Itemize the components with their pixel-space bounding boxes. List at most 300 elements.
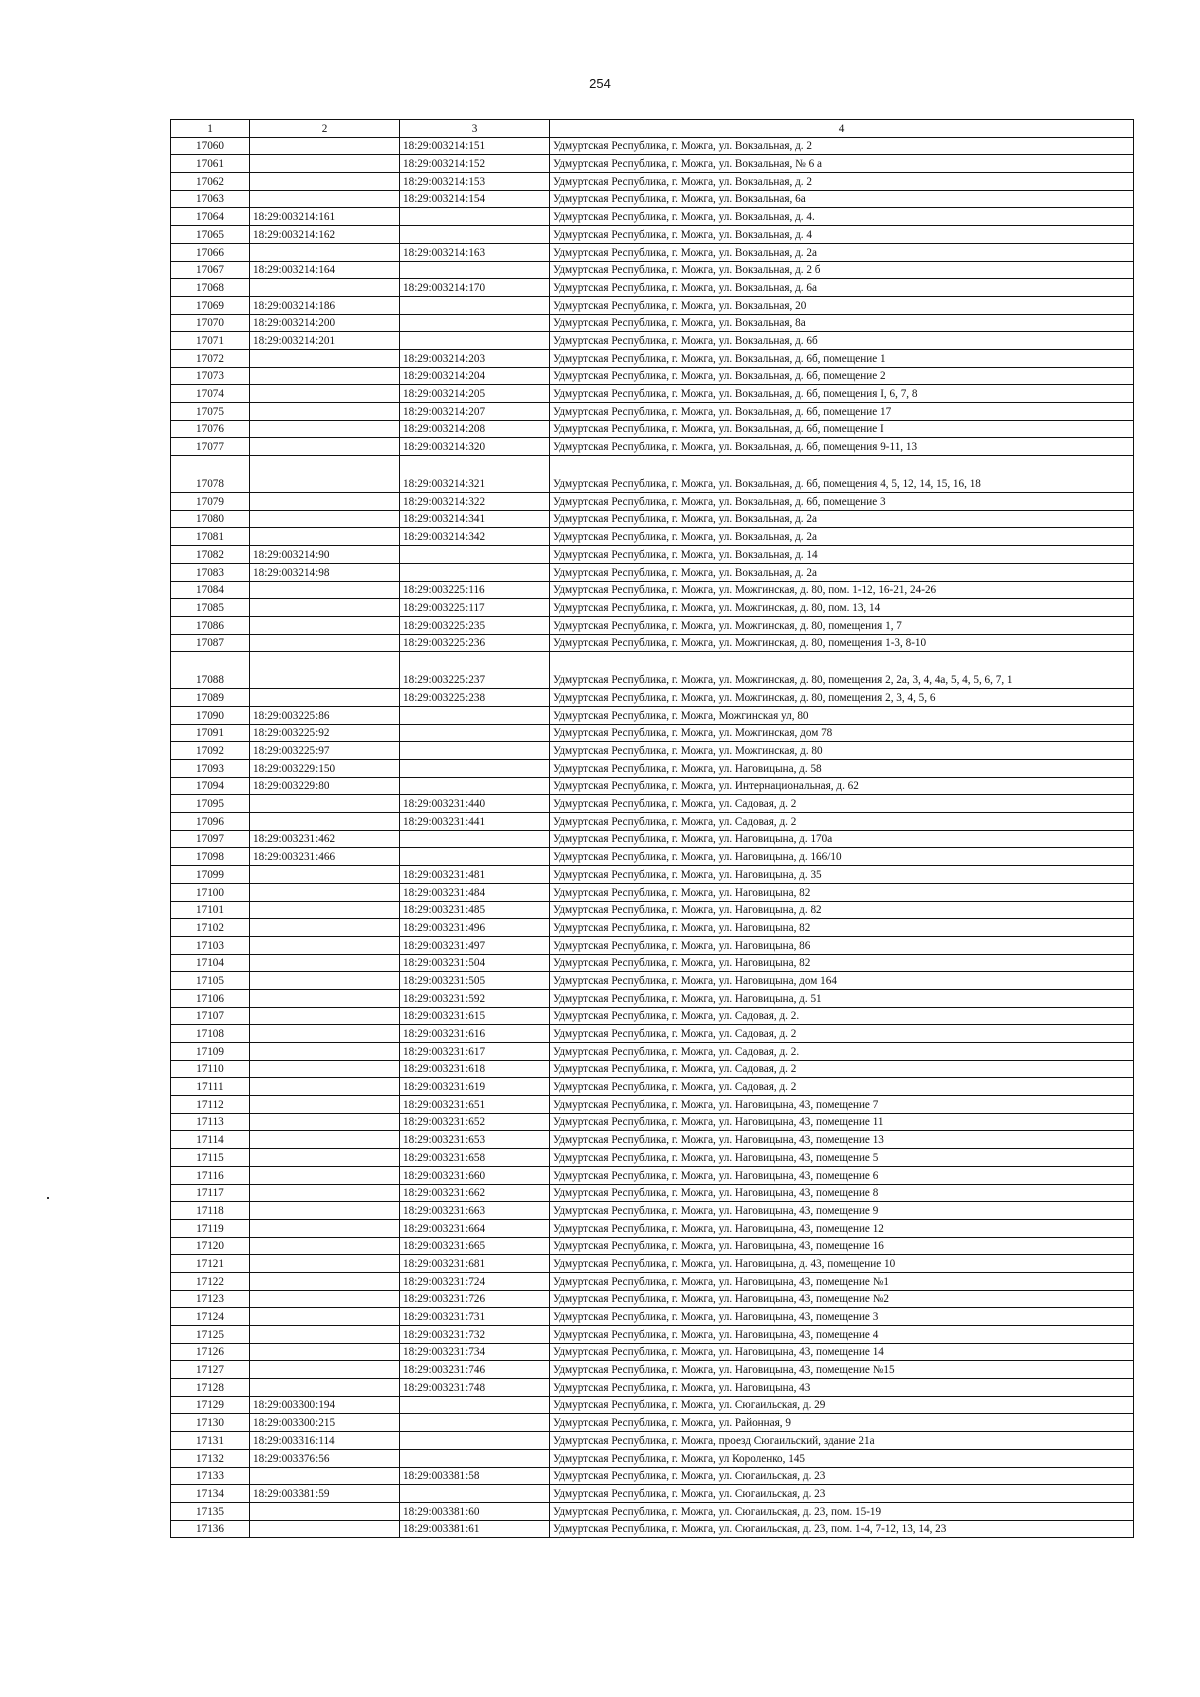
cadastral-number-col2-cell xyxy=(250,599,400,617)
cadastral-number-col2-cell: 18:29:003300:194 xyxy=(250,1396,400,1414)
row-number-cell: 17068 xyxy=(171,279,250,297)
address-cell: Удмуртская Республика, г. Можга, ул. Наговицына, 43, помещение №1 xyxy=(550,1272,1134,1290)
row-number-cell: 17077 xyxy=(171,438,250,456)
row-number-cell: 17129 xyxy=(171,1396,250,1414)
cadastral-number-col2-cell xyxy=(250,1219,400,1237)
cadastral-number-col3-cell xyxy=(400,742,550,760)
table-row xyxy=(171,1414,1134,1432)
address-cell: Удмуртская Республика, г. Можга, ул. Наговицына, д. 35 xyxy=(550,866,1134,884)
address-cell: Удмуртская Республика, г. Можга, ул. Вокзальная, 6а xyxy=(550,190,1134,208)
table-row xyxy=(171,456,1134,493)
row-number-cell: 17083 xyxy=(171,563,250,581)
address-cell: Удмуртская Республика, г. Можга, ул. Можгинская, д. 80, пом. 13, 14 xyxy=(550,599,1134,617)
address-cell: Удмуртская Республика, г. Можга, ул. Вокзальная, д. 6б, помещение 3 xyxy=(550,493,1134,511)
cadastral-number-col2-cell xyxy=(250,1467,400,1485)
address-cell: Удмуртская Республика, г. Можга, ул. Вокзальная, д. 6б, помещения 4, 5, 12, 14, 15, 16, 18 xyxy=(550,456,1134,493)
cadastral-number-col3-cell: 18:29:003231:734 xyxy=(400,1343,550,1361)
table-row xyxy=(171,954,1134,972)
cadastral-number-col2-cell xyxy=(250,1149,400,1167)
address-cell: Удмуртская Республика, г. Можга, ул. Сюгаильская, д. 23, пом. 1-4, 7-12, 13, 14, 23 xyxy=(550,1520,1134,1538)
cadastral-number-col2-cell xyxy=(250,528,400,546)
address-cell: Удмуртская Республика, г. Можга, ул. Садовая, д. 2 xyxy=(550,1025,1134,1043)
table-row xyxy=(171,689,1134,707)
cadastral-number-col3-cell xyxy=(400,332,550,350)
address-cell: Удмуртская Республика, г. Можга, ул. Районная, 9 xyxy=(550,1414,1134,1432)
cadastral-number-col3-cell: 18:29:003231:496 xyxy=(400,919,550,937)
cadastral-number-col3-cell: 18:29:003214:204 xyxy=(400,367,550,385)
row-number-cell: 17131 xyxy=(171,1432,250,1450)
table-row xyxy=(171,1219,1134,1237)
row-number-cell: 17117 xyxy=(171,1184,250,1202)
cadastral-number-col3-cell: 18:29:003231:617 xyxy=(400,1043,550,1061)
cadastral-number-col3-cell: 18:29:003231:658 xyxy=(400,1149,550,1167)
table-row xyxy=(171,848,1134,866)
table-row xyxy=(171,1502,1134,1520)
table-row xyxy=(171,261,1134,279)
row-number-cell: 17080 xyxy=(171,510,250,528)
cadastral-number-col3-cell xyxy=(400,261,550,279)
table-row xyxy=(171,1060,1134,1078)
cadastral-number-col3-cell: 18:29:003214:342 xyxy=(400,528,550,546)
row-number-cell: 17067 xyxy=(171,261,250,279)
cadastral-number-col3-cell: 18:29:003214:321 xyxy=(400,456,550,493)
table-row xyxy=(171,208,1134,226)
cadastral-number-col3-cell: 18:29:003231:724 xyxy=(400,1272,550,1290)
registry-table xyxy=(170,119,1134,1538)
cadastral-number-col2-cell xyxy=(250,1255,400,1273)
row-number-cell: 17084 xyxy=(171,581,250,599)
address-cell: Удмуртская Республика, г. Можга, ул. Вокзальная, д. 6б, помещение 1 xyxy=(550,349,1134,367)
cadastral-number-col3-cell: 18:29:003231:481 xyxy=(400,866,550,884)
table-row xyxy=(171,314,1134,332)
cadastral-number-col2-cell: 18:29:003225:86 xyxy=(250,706,400,724)
cadastral-number-col2-cell xyxy=(250,883,400,901)
cadastral-number-col3-cell xyxy=(400,1414,550,1432)
cadastral-number-col3-cell: 18:29:003231:441 xyxy=(400,813,550,831)
address-cell: Удмуртская Республика, г. Можга, ул. Садовая, д. 2. xyxy=(550,1043,1134,1061)
cadastral-number-col3-cell: 18:29:003214:207 xyxy=(400,403,550,421)
table-row xyxy=(171,919,1134,937)
cadastral-number-col2-cell xyxy=(250,456,400,493)
table-row xyxy=(171,155,1134,173)
row-number-cell: 17135 xyxy=(171,1502,250,1520)
cadastral-number-col2-cell xyxy=(250,1113,400,1131)
table-row xyxy=(171,1485,1134,1503)
column-header-1: 1 xyxy=(171,120,250,138)
cadastral-number-col2-cell xyxy=(250,866,400,884)
cadastral-number-col2-cell xyxy=(250,1096,400,1114)
address-cell: Удмуртская Республика, г. Можга, ул. Наговицына, 43, помещение №15 xyxy=(550,1361,1134,1379)
address-cell: Удмуртская Республика, г. Можга, ул. Наговицына, д. 166/10 xyxy=(550,848,1134,866)
table-row xyxy=(171,1184,1134,1202)
table-row xyxy=(171,866,1134,884)
table-row xyxy=(171,652,1134,689)
cadastral-number-col3-cell: 18:29:003231:592 xyxy=(400,989,550,1007)
address-cell: Удмуртская Республика, г. Можга, ул. Вокзальная, д. 6б, помещение 17 xyxy=(550,403,1134,421)
cadastral-number-col3-cell: 18:29:003231:731 xyxy=(400,1308,550,1326)
table-row xyxy=(171,724,1134,742)
cadastral-number-col2-cell xyxy=(250,190,400,208)
row-number-cell: 17070 xyxy=(171,314,250,332)
table-row xyxy=(171,243,1134,261)
row-number-cell: 17123 xyxy=(171,1290,250,1308)
cadastral-number-col3-cell: 18:29:003214:322 xyxy=(400,493,550,511)
cadastral-number-col2-cell xyxy=(250,1043,400,1061)
cadastral-number-col3-cell: 18:29:003231:681 xyxy=(400,1255,550,1273)
row-number-cell: 17062 xyxy=(171,173,250,191)
address-cell: Удмуртская Республика, г. Можга, ул. Можгинская, д. 80, помещения 2, 2а, 3, 4, 4а, 5, 4, 5, 6, 7, 1 xyxy=(550,652,1134,689)
cadastral-number-col3-cell: 18:29:003214:163 xyxy=(400,243,550,261)
table-body xyxy=(171,137,1134,1538)
cadastral-number-col2-cell: 18:29:003225:92 xyxy=(250,724,400,742)
address-cell: Удмуртская Республика, г. Можга, ул. Интернациональная, д. 62 xyxy=(550,777,1134,795)
table-row xyxy=(171,1096,1134,1114)
row-number-cell: 17121 xyxy=(171,1255,250,1273)
address-cell: Удмуртская Республика, г. Можга, ул. Наговицына, 43, помещение 4 xyxy=(550,1326,1134,1344)
table-row xyxy=(171,403,1134,421)
table-row xyxy=(171,1308,1134,1326)
row-number-cell: 17076 xyxy=(171,420,250,438)
address-cell: Удмуртская Республика, г. Можга, ул. Наговицына, 86 xyxy=(550,936,1134,954)
table-row xyxy=(171,438,1134,456)
row-number-cell: 17127 xyxy=(171,1361,250,1379)
table-row xyxy=(171,599,1134,617)
header-row xyxy=(171,120,1134,138)
table-row xyxy=(171,1078,1134,1096)
address-cell: Удмуртская Республика, г. Можга, ул. Вокзальная, д. 6а xyxy=(550,279,1134,297)
cadastral-number-col2-cell xyxy=(250,901,400,919)
address-cell: Удмуртская Республика, г. Можга, ул. Вокзальная, д. 2а xyxy=(550,510,1134,528)
table-row xyxy=(171,137,1134,155)
cadastral-number-col3-cell: 18:29:003231:615 xyxy=(400,1007,550,1025)
table-row xyxy=(171,1396,1134,1414)
address-cell: Удмуртская Республика, г. Можга, ул. Вокзальная, д. 2 xyxy=(550,137,1134,155)
cadastral-number-col2-cell: 18:29:003214:161 xyxy=(250,208,400,226)
cadastral-number-col3-cell: 18:29:003231:485 xyxy=(400,901,550,919)
row-number-cell: 17081 xyxy=(171,528,250,546)
cadastral-number-col2-cell xyxy=(250,972,400,990)
table-row xyxy=(171,493,1134,511)
cadastral-number-col3-cell xyxy=(400,1432,550,1450)
table-row xyxy=(171,1007,1134,1025)
row-number-cell: 17066 xyxy=(171,243,250,261)
cadastral-number-col2-cell xyxy=(250,795,400,813)
row-number-cell: 17133 xyxy=(171,1467,250,1485)
cadastral-number-col3-cell: 18:29:003225:237 xyxy=(400,652,550,689)
table-row xyxy=(171,1131,1134,1149)
address-cell: Удмуртская Республика, г. Можга, ул. Наговицына, 43, помещение №2 xyxy=(550,1290,1134,1308)
row-number-cell: 17103 xyxy=(171,936,250,954)
address-cell: Удмуртская Республика, г. Можга, ул. Сюгаильская, д. 23, пом. 15-19 xyxy=(550,1502,1134,1520)
address-cell: Удмуртская Республика, г. Можга, ул. Садовая, д. 2 xyxy=(550,795,1134,813)
row-number-cell: 17102 xyxy=(171,919,250,937)
cadastral-number-col2-cell xyxy=(250,989,400,1007)
table-row xyxy=(171,332,1134,350)
row-number-cell: 17094 xyxy=(171,777,250,795)
cadastral-number-col2-cell xyxy=(250,510,400,528)
cadastral-number-col3-cell xyxy=(400,777,550,795)
cadastral-number-col2-cell xyxy=(250,652,400,689)
address-cell: Удмуртская Республика, г. Можга, ул. Вокзальная, д. 2а xyxy=(550,563,1134,581)
cadastral-number-col3-cell xyxy=(400,296,550,314)
cadastral-number-col2-cell: 18:29:003214:164 xyxy=(250,261,400,279)
address-cell: Удмуртская Республика, г. Можга, ул. Наговицына, д. 43, помещение 10 xyxy=(550,1255,1134,1273)
cadastral-number-col3-cell: 18:29:003231:664 xyxy=(400,1219,550,1237)
table-row xyxy=(171,634,1134,652)
cadastral-number-col3-cell: 18:29:003231:505 xyxy=(400,972,550,990)
address-cell: Удмуртская Республика, г. Можга, ул. Сюгаильская, д. 23 xyxy=(550,1485,1134,1503)
cadastral-number-col3-cell: 18:29:003231:732 xyxy=(400,1326,550,1344)
cadastral-number-col3-cell xyxy=(400,208,550,226)
row-number-cell: 17091 xyxy=(171,724,250,742)
address-cell: Удмуртская Республика, г. Можга, ул. Можгинская, д. 80, помещения 1-3, 8-10 xyxy=(550,634,1134,652)
scan-speck xyxy=(47,1197,49,1199)
table-row xyxy=(171,777,1134,795)
cadastral-number-col3-cell xyxy=(400,760,550,778)
row-number-cell: 17134 xyxy=(171,1485,250,1503)
address-cell: Удмуртская Республика, г. Можга, ул. Наговицына, 43, помещение 11 xyxy=(550,1113,1134,1131)
cadastral-number-col2-cell: 18:29:003214:162 xyxy=(250,226,400,244)
table-row xyxy=(171,528,1134,546)
address-cell: Удмуртская Республика, г. Можга, ул. Сюгаильская, д. 23 xyxy=(550,1467,1134,1485)
cadastral-number-col3-cell: 18:29:003225:236 xyxy=(400,634,550,652)
table-row xyxy=(171,1272,1134,1290)
address-cell: Удмуртская Республика, г. Можга, ул. Наговицына, 43, помещение 9 xyxy=(550,1202,1134,1220)
table-row xyxy=(171,1202,1134,1220)
cadastral-number-col2-cell xyxy=(250,243,400,261)
cadastral-number-col2-cell: 18:29:003225:97 xyxy=(250,742,400,760)
cadastral-number-col2-cell xyxy=(250,1237,400,1255)
cadastral-number-col2-cell: 18:29:003214:98 xyxy=(250,563,400,581)
row-number-cell: 17130 xyxy=(171,1414,250,1432)
cadastral-number-col2-cell xyxy=(250,581,400,599)
row-number-cell: 17109 xyxy=(171,1043,250,1061)
table-row xyxy=(171,760,1134,778)
table-row xyxy=(171,813,1134,831)
table-row xyxy=(171,1255,1134,1273)
cadastral-number-col2-cell xyxy=(250,438,400,456)
row-number-cell: 17100 xyxy=(171,883,250,901)
cadastral-number-col3-cell: 18:29:003231:616 xyxy=(400,1025,550,1043)
address-cell: Удмуртская Республика, г. Можга, ул. Наговицына, дом 164 xyxy=(550,972,1134,990)
row-number-cell: 17079 xyxy=(171,493,250,511)
address-cell: Удмуртская Республика, г. Можга, ул. Наговицына, 43, помещение 8 xyxy=(550,1184,1134,1202)
address-cell: Удмуртская Республика, г. Можга, ул. Вокзальная, д. 6б, помещение 2 xyxy=(550,367,1134,385)
table-row xyxy=(171,279,1134,297)
row-number-cell: 17120 xyxy=(171,1237,250,1255)
address-cell: Удмуртская Республика, г. Можга, ул. Наговицына, 43, помещение 7 xyxy=(550,1096,1134,1114)
row-number-cell: 17104 xyxy=(171,954,250,972)
row-number-cell: 17095 xyxy=(171,795,250,813)
table-row xyxy=(171,420,1134,438)
cadastral-number-col3-cell: 18:29:003231:651 xyxy=(400,1096,550,1114)
address-cell: Удмуртская Республика, г. Можга, ул. Наговицына, 43, помещение 5 xyxy=(550,1149,1134,1167)
cadastral-number-col3-cell: 18:29:003231:504 xyxy=(400,954,550,972)
table-row xyxy=(171,972,1134,990)
cadastral-number-col3-cell: 18:29:003214:170 xyxy=(400,279,550,297)
cadastral-number-col2-cell xyxy=(250,385,400,403)
cadastral-number-col2-cell xyxy=(250,1326,400,1344)
address-cell: Удмуртская Республика, г. Можга, ул. Вокзальная, д. 2 б xyxy=(550,261,1134,279)
cadastral-number-col3-cell: 18:29:003214:153 xyxy=(400,173,550,191)
address-cell: Удмуртская Республика, г. Можга, ул. Наговицына, 82 xyxy=(550,883,1134,901)
table-row xyxy=(171,1520,1134,1538)
address-cell: Удмуртская Республика, г. Можга, ул. Садовая, д. 2 xyxy=(550,1060,1134,1078)
cadastral-number-col3-cell: 18:29:003214:152 xyxy=(400,155,550,173)
cadastral-number-col3-cell: 18:29:003231:663 xyxy=(400,1202,550,1220)
cadastral-number-col2-cell xyxy=(250,813,400,831)
cadastral-number-col3-cell: 18:29:003214:203 xyxy=(400,349,550,367)
table-row xyxy=(171,1149,1134,1167)
table-row xyxy=(171,367,1134,385)
row-number-cell: 17108 xyxy=(171,1025,250,1043)
row-number-cell: 17088 xyxy=(171,652,250,689)
row-number-cell: 17061 xyxy=(171,155,250,173)
row-number-cell: 17125 xyxy=(171,1326,250,1344)
row-number-cell: 17089 xyxy=(171,689,250,707)
address-cell: Удмуртская Республика, г. Можга, ул. Наговицына, 82 xyxy=(550,919,1134,937)
table-row xyxy=(171,706,1134,724)
row-number-cell: 17073 xyxy=(171,367,250,385)
cadastral-number-col2-cell xyxy=(250,493,400,511)
address-cell: Удмуртская Республика, г. Можга, ул. Наговицына, 43, помещение 14 xyxy=(550,1343,1134,1361)
address-cell: Удмуртская Республика, г. Можга, ул. Можгинская, д. 80, помещения 2, 3, 4, 5, 6 xyxy=(550,689,1134,707)
cadastral-number-col3-cell: 18:29:003214:151 xyxy=(400,137,550,155)
cadastral-number-col3-cell: 18:29:003225:238 xyxy=(400,689,550,707)
cadastral-number-col3-cell: 18:29:003214:208 xyxy=(400,420,550,438)
row-number-cell: 17110 xyxy=(171,1060,250,1078)
address-cell: Удмуртская Республика, г. Можга, ул. Вокзальная, № 6 а xyxy=(550,155,1134,173)
row-number-cell: 17072 xyxy=(171,349,250,367)
cadastral-number-col2-cell xyxy=(250,936,400,954)
cadastral-number-col2-cell xyxy=(250,349,400,367)
address-cell: Удмуртская Республика, г. Можга, ул. Наговицына, 43, помещение 6 xyxy=(550,1166,1134,1184)
table-row xyxy=(171,1343,1134,1361)
row-number-cell: 17090 xyxy=(171,706,250,724)
row-number-cell: 17096 xyxy=(171,813,250,831)
cadastral-number-col3-cell: 18:29:003214:154 xyxy=(400,190,550,208)
cadastral-number-col2-cell: 18:29:003214:201 xyxy=(250,332,400,350)
cadastral-number-col3-cell: 18:29:003231:746 xyxy=(400,1361,550,1379)
cadastral-number-col2-cell xyxy=(250,155,400,173)
cadastral-number-col2-cell: 18:29:003214:200 xyxy=(250,314,400,332)
cadastral-number-col2-cell xyxy=(250,1308,400,1326)
cadastral-number-col2-cell xyxy=(250,1202,400,1220)
table-row xyxy=(171,1166,1134,1184)
cadastral-number-col2-cell: 18:29:003214:90 xyxy=(250,546,400,564)
table-row xyxy=(171,936,1134,954)
cadastral-number-col2-cell: 18:29:003381:59 xyxy=(250,1485,400,1503)
table-row xyxy=(171,989,1134,1007)
cadastral-number-col2-cell xyxy=(250,1131,400,1149)
table-row xyxy=(171,563,1134,581)
table-row xyxy=(171,385,1134,403)
cadastral-number-col3-cell: 18:29:003231:497 xyxy=(400,936,550,954)
table-row xyxy=(171,1467,1134,1485)
table-row xyxy=(171,1449,1134,1467)
row-number-cell: 17069 xyxy=(171,296,250,314)
cadastral-number-col2-cell xyxy=(250,420,400,438)
address-cell: Удмуртская Республика, г. Можга, ул. Вокзальная, д. 4. xyxy=(550,208,1134,226)
cadastral-number-col2-cell xyxy=(250,403,400,421)
table-row xyxy=(171,883,1134,901)
cadastral-number-col3-cell: 18:29:003231:748 xyxy=(400,1379,550,1397)
cadastral-number-col3-cell: 18:29:003214:341 xyxy=(400,510,550,528)
cadastral-number-col2-cell xyxy=(250,1520,400,1538)
cadastral-number-col3-cell: 18:29:003225:116 xyxy=(400,581,550,599)
cadastral-number-col2-cell xyxy=(250,1166,400,1184)
row-number-cell: 17065 xyxy=(171,226,250,244)
cadastral-number-col2-cell xyxy=(250,634,400,652)
cadastral-number-col3-cell: 18:29:003231:440 xyxy=(400,795,550,813)
address-cell: Удмуртская Республика, г. Можга, ул. Наговицына, 43, помещение 3 xyxy=(550,1308,1134,1326)
row-number-cell: 17136 xyxy=(171,1520,250,1538)
row-number-cell: 17115 xyxy=(171,1149,250,1167)
address-cell: Удмуртская Республика, г. Можга, ул. Наговицына, 82 xyxy=(550,954,1134,972)
cadastral-number-col2-cell xyxy=(250,1361,400,1379)
row-number-cell: 17071 xyxy=(171,332,250,350)
cadastral-number-col3-cell: 18:29:003231:484 xyxy=(400,883,550,901)
cadastral-number-col2-cell: 18:29:003229:80 xyxy=(250,777,400,795)
address-cell: Удмуртская Республика, г. Можга, ул. Вокзальная, д. 2а xyxy=(550,528,1134,546)
row-number-cell: 17128 xyxy=(171,1379,250,1397)
table-row xyxy=(171,581,1134,599)
address-cell: Удмуртская Республика, г. Можга, ул. Сюгаильская, д. 29 xyxy=(550,1396,1134,1414)
table-row xyxy=(171,1237,1134,1255)
cadastral-number-col3-cell xyxy=(400,848,550,866)
cadastral-number-col3-cell xyxy=(400,1485,550,1503)
table-row xyxy=(171,1432,1134,1450)
row-number-cell: 17060 xyxy=(171,137,250,155)
table-row xyxy=(171,795,1134,813)
cadastral-number-col3-cell xyxy=(400,226,550,244)
address-cell: Удмуртская Республика, г. Можга, ул. Садовая, д. 2 xyxy=(550,813,1134,831)
table-row xyxy=(171,1361,1134,1379)
row-number-cell: 17111 xyxy=(171,1078,250,1096)
table-row xyxy=(171,190,1134,208)
cadastral-number-col2-cell: 18:29:003300:215 xyxy=(250,1414,400,1432)
row-number-cell: 17126 xyxy=(171,1343,250,1361)
cadastral-number-col3-cell: 18:29:003231:652 xyxy=(400,1113,550,1131)
cadastral-number-col3-cell xyxy=(400,1396,550,1414)
cadastral-number-col2-cell xyxy=(250,1290,400,1308)
table-row xyxy=(171,1113,1134,1131)
address-cell: Удмуртская Республика, г. Можга, ул. Вокзальная, д. 2 xyxy=(550,173,1134,191)
address-cell: Удмуртская Республика, г. Можга, ул. Можгинская, дом 78 xyxy=(550,724,1134,742)
table-row xyxy=(171,830,1134,848)
cadastral-number-col3-cell: 18:29:003214:320 xyxy=(400,438,550,456)
row-number-cell: 17105 xyxy=(171,972,250,990)
row-number-cell: 17085 xyxy=(171,599,250,617)
cadastral-number-col3-cell: 18:29:003225:117 xyxy=(400,599,550,617)
cadastral-number-col3-cell: 18:29:003231:653 xyxy=(400,1131,550,1149)
row-number-cell: 17078 xyxy=(171,456,250,493)
cadastral-number-col2-cell xyxy=(250,137,400,155)
table-row xyxy=(171,1290,1134,1308)
address-cell: Удмуртская Республика, г. Можга, ул. Вокзальная, 8а xyxy=(550,314,1134,332)
cadastral-number-col2-cell xyxy=(250,279,400,297)
address-cell: Удмуртская Республика, г. Можга, Можгинская ул, 80 xyxy=(550,706,1134,724)
cadastral-number-col3-cell: 18:29:003231:726 xyxy=(400,1290,550,1308)
row-number-cell: 17113 xyxy=(171,1113,250,1131)
row-number-cell: 17074 xyxy=(171,385,250,403)
address-cell: Удмуртская Республика, г. Можга, ул. Наговицына, д. 51 xyxy=(550,989,1134,1007)
address-cell: Удмуртская Республика, г. Можга, ул. Садовая, д. 2 xyxy=(550,1078,1134,1096)
address-cell: Удмуртская Республика, г. Можга, ул. Наговицына, 43, помещение 13 xyxy=(550,1131,1134,1149)
cadastral-number-col3-cell: 18:29:003231:619 xyxy=(400,1078,550,1096)
column-header-3: 3 xyxy=(400,120,550,138)
cadastral-number-col2-cell: 18:29:003231:466 xyxy=(250,848,400,866)
